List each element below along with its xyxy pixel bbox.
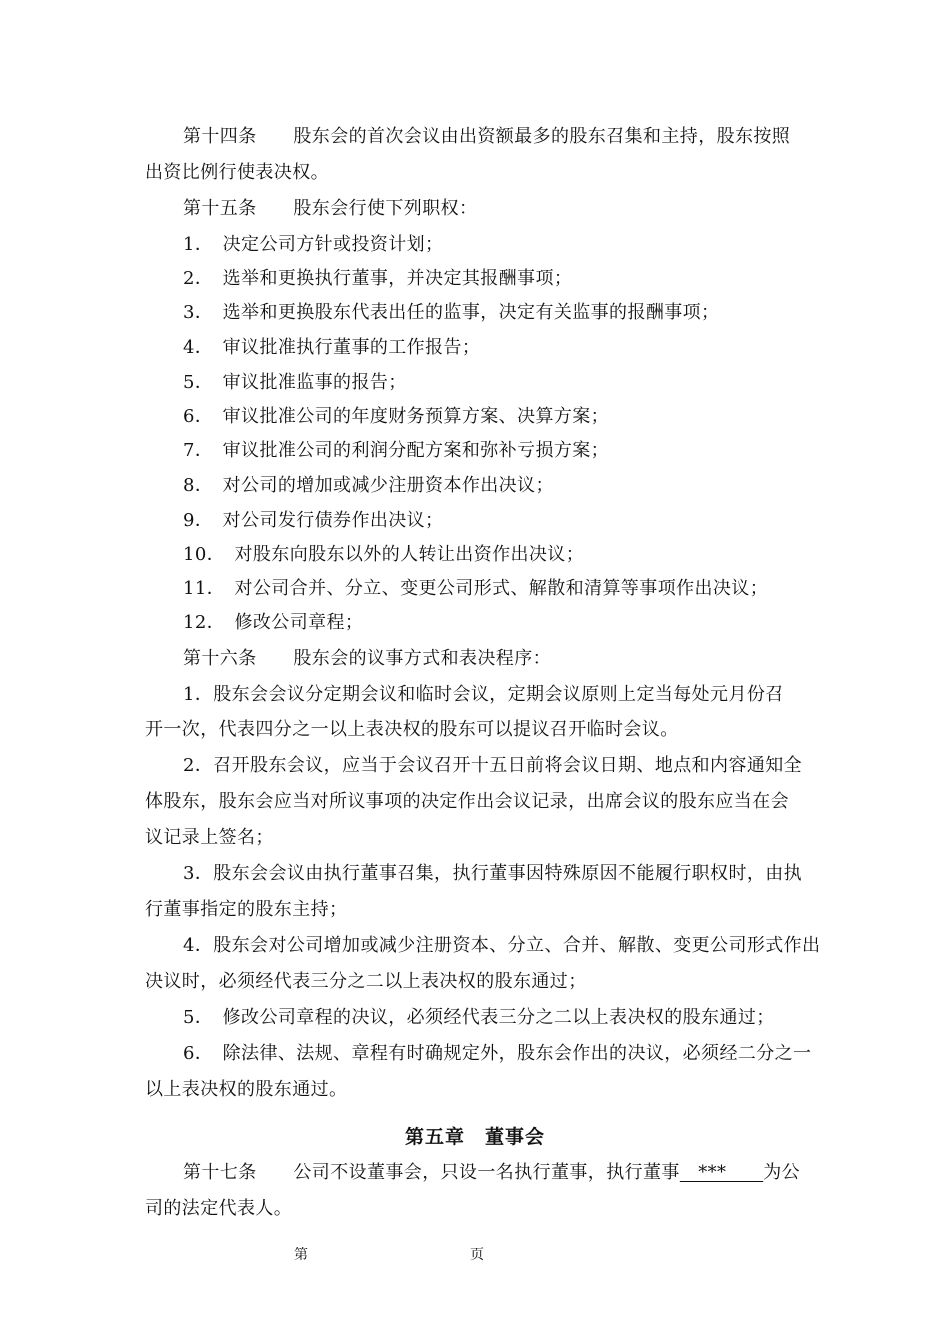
article-16-line-4: 体股东，股东会应当对所议事项的决定作出会议记录，出席会议的股东应当在会 [145, 791, 789, 812]
article-16-line-6: 3．股东会会议由执行董事召集，执行董事因特殊原因不能履行职权时，由执 [183, 863, 803, 884]
article-15-item-3: 3． 选举和更换股东代表出任的监事，决定有关监事的报酬事项； [183, 302, 720, 323]
footer-page-label-left: 第 [294, 1247, 308, 1263]
article-15-item-9: 9． 对公司发行债券作出决议； [183, 510, 444, 531]
executive-director-name: *** [679, 1162, 764, 1183]
article-15-item-8: 8． 对公司的增加或减少注册资本作出决议； [183, 475, 554, 496]
chapter-5-title: 第五章 董事会 [404, 1126, 545, 1148]
article-15-item-10: 10． 对股东向股东以外的人转让出资作出决议； [183, 544, 585, 565]
article-16-line-12: 以上表决权的股东通过。 [145, 1079, 348, 1100]
article-14-line-2: 出资比例行使表决权。 [145, 162, 329, 183]
article-17-line-2: 司的法定代表人。 [145, 1198, 293, 1219]
article-17-prefix: 第十七条 公司不设董事会，只设一名执行董事，执行董事 [183, 1162, 680, 1183]
article-15-item-4: 4． 审议批准执行董事的工作报告； [183, 337, 481, 358]
article-15-item-11: 11． 对公司合并、分立、变更公司形式、解散和清算等事项作出决议； [183, 578, 769, 599]
article-16-line-11: 6． 除法律、法规、章程有时确规定外，股东会作出的决议，必须经二分之一 [183, 1043, 812, 1064]
article-15-item-12: 12． 修改公司章程； [183, 612, 364, 633]
article-16-line-8: 4．股东会对公司增加或减少注册资本、分立、合并、解散、变更公司形式作出 [183, 935, 821, 956]
article-16-line-1: 1．股东会会议分定期会议和临时会议，定期会议原则上定当每处元月份召 [183, 684, 784, 705]
article-14-line-1: 第十四条 股东会的首次会议由出资额最多的股东召集和主持，股东按照 [183, 126, 791, 147]
article-16-line-10: 5． 修改公司章程的决议，必须经代表三分之二以上表决权的股东通过； [183, 1007, 775, 1028]
article-15-heading: 第十五条 股东会行使下列职权： [183, 198, 478, 219]
article-16-heading: 第十六条 股东会的议事方式和表决程序： [183, 648, 551, 669]
article-16-line-5: 议记录上签名； [145, 827, 274, 848]
article-15-item-1: 1． 决定公司方针或投资计划； [183, 234, 444, 255]
article-15-item-2: 2． 选举和更换执行董事，并决定其报酬事项； [183, 268, 573, 289]
article-17-suffix: 为公 [763, 1162, 801, 1183]
article-16-line-3: 2．召开股东会议，应当于会议召开十五日前将会议日期、地点和内容通知全 [183, 755, 803, 776]
article-15-item-5: 5． 审议批准监事的报告； [183, 372, 407, 393]
article-15-item-7: 7． 审议批准公司的利润分配方案和弥补亏损方案； [183, 440, 610, 461]
footer-page-label-right: 页 [470, 1247, 484, 1263]
article-16-line-2: 开一次，代表四分之一以上表决权的股东可以提议召开临时会议。 [145, 719, 679, 740]
article-17-line-1 [183, 1162, 800, 1184]
article-16-line-9: 决议时，必须经代表三分之二以上表决权的股东通过； [145, 971, 587, 992]
article-15-item-6: 6． 审议批准公司的年度财务预算方案、决算方案； [183, 406, 610, 427]
article-16-line-7: 行董事指定的股东主持； [145, 899, 348, 920]
